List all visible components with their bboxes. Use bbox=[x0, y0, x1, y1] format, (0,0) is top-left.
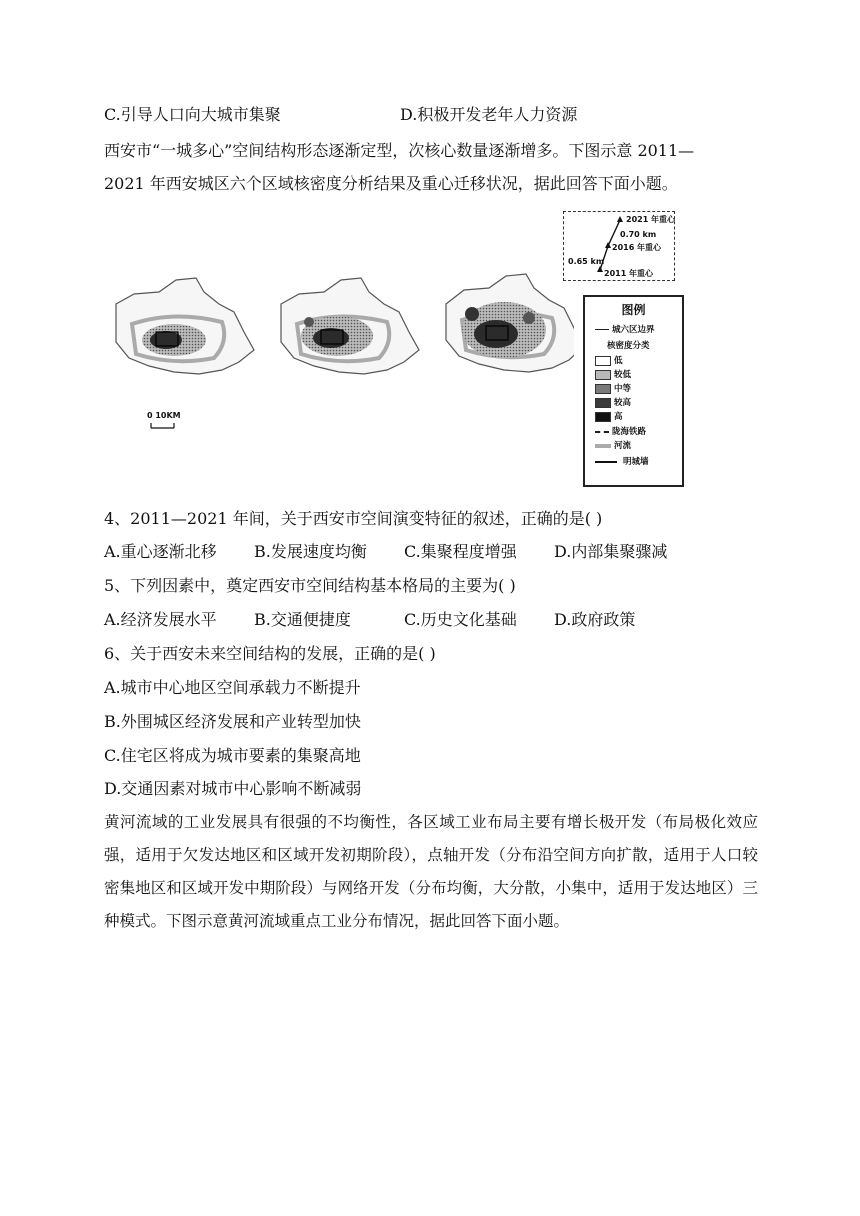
q4-options bbox=[104, 541, 667, 563]
q5-stem: 5、下列因素中，奠定西安市空间结构基本格局的主要为( ) bbox=[104, 576, 516, 595]
centroid-inset bbox=[563, 211, 675, 281]
option-c: C.引导人口向大城市集聚 bbox=[104, 105, 281, 124]
distance-1: 0.65 km bbox=[568, 257, 605, 266]
q4-option-b: B.发展速度均衡 bbox=[254, 542, 367, 561]
q6-option-a: A.城市中心地区空间承载力不断提升 bbox=[104, 678, 361, 697]
map-2021 bbox=[446, 274, 574, 372]
q5-option-c: C.历史文化基础 bbox=[404, 610, 517, 629]
option-d: D.积极开发老年人力资源 bbox=[400, 105, 578, 124]
legend-low: 低 bbox=[595, 354, 623, 366]
intro-paragraph-2: 黄河流域的工业发展具有很强的不均衡性，各区域工业布局主要有增长极开发（布局极化效应强，适用于欠发达地区和区域开发初期阶段），点轴开发（分布沿空间方向扩散，适用于人口较密集地区和区域开发中期阶段）与网络开发（分布均衡，大分散，小集中，适用于发达地区）三种模式。下图示意黄河流域重点工业分布情况，据此回答下面小题。 bbox=[104, 813, 758, 930]
legend-high: 高 bbox=[595, 410, 623, 422]
q4-option-a: A.重心逐渐北移 bbox=[104, 542, 217, 561]
q3-options-cd bbox=[104, 104, 577, 126]
legend-title: 图例 bbox=[621, 303, 646, 317]
intro-line-1: 西安市“一城多心”空间结构形态逐渐定型，次核心数量逐渐增多。下图示意 2011— bbox=[104, 141, 695, 160]
legend-mid: 中等 bbox=[595, 382, 631, 394]
q5-option-b: B.交通便捷度 bbox=[254, 610, 351, 629]
q6-stem: 6、关于西安未来空间结构的发展，正确的是( ) bbox=[104, 644, 436, 663]
q6-option-d: D.交通因素对城市中心影响不断减弱 bbox=[104, 779, 362, 798]
legend-higher: 较高 bbox=[595, 396, 631, 408]
q5-option-d: D.政府政策 bbox=[554, 610, 636, 629]
q4-stem: 4、2011—2021 年间，关于西安市空间演变特征的叙述，正确的是( ) bbox=[104, 509, 603, 528]
legend-wall: 明城墙 bbox=[595, 455, 649, 467]
map-2011 bbox=[116, 278, 254, 374]
centroid-2011: 2011 年重心 bbox=[604, 269, 654, 278]
legend-lower: 较低 bbox=[595, 368, 631, 380]
map-legend bbox=[583, 295, 684, 487]
centroid-2021: 2021 年重心 bbox=[626, 215, 676, 224]
centroid-2016: 2016 年重心 bbox=[612, 243, 662, 252]
q6-option-b: B.外围城区经济发展和产业转型加快 bbox=[104, 712, 361, 731]
q4-option-c: C.集聚程度增强 bbox=[404, 542, 517, 561]
q6-option-c: C.住宅区将成为城市要素的集聚高地 bbox=[104, 746, 361, 765]
intro-line-2: 2021 年西安城区六个区域核密度分析结果及重心迁移状况，据此回答下面小题。 bbox=[104, 174, 678, 193]
legend-rail: 陇海铁路 bbox=[595, 425, 646, 437]
scale-label: 0 10KM bbox=[147, 411, 181, 420]
distance-2: 0.70 km bbox=[620, 230, 657, 239]
legend-density-title: 核密度分类 bbox=[607, 341, 650, 351]
map-2016 bbox=[281, 278, 419, 374]
legend-boundary: 城六区边界 bbox=[595, 323, 655, 335]
legend-river: 河流 bbox=[595, 439, 631, 451]
q5-options bbox=[104, 609, 635, 631]
q4-option-d: D.内部集聚骤减 bbox=[554, 542, 668, 561]
q5-option-a: A.经济发展水平 bbox=[104, 610, 217, 629]
